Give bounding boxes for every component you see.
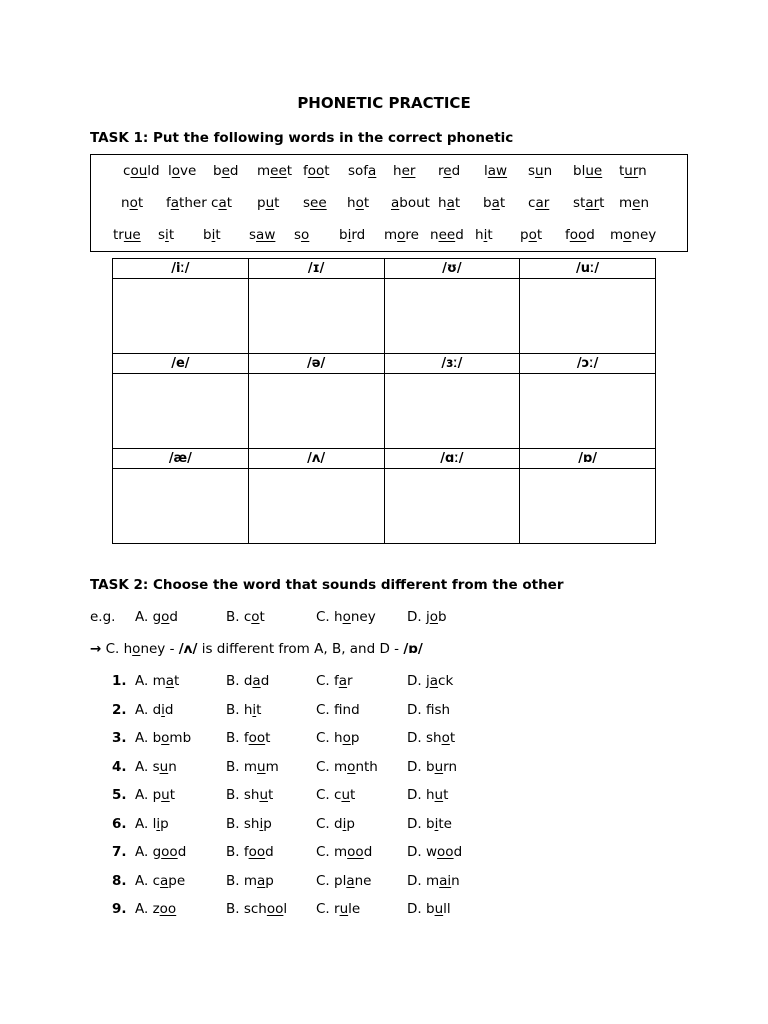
phonetic-answer-cell[interactable] xyxy=(248,279,384,354)
word-bank-word: father xyxy=(166,195,207,211)
word-bank-word: about xyxy=(391,195,430,211)
word-bank-word: could xyxy=(123,163,160,179)
question-option[interactable]: B. hit xyxy=(226,701,262,718)
word-bank-word: turn xyxy=(619,163,647,179)
phonetic-header-cell: /iː/ xyxy=(113,259,249,279)
word-bank-word: meet xyxy=(257,163,293,179)
example-option: D. job xyxy=(407,609,447,625)
word-bank-word: need xyxy=(430,227,464,243)
word-bank-word: hat xyxy=(438,195,461,211)
word-bank-word: car xyxy=(528,195,550,211)
question-option[interactable]: A. sun xyxy=(135,758,177,775)
question-number: 6. xyxy=(112,815,127,832)
question-option[interactable]: B. foot xyxy=(226,730,271,746)
phonetic-header-cell: /ʊ/ xyxy=(384,259,520,279)
word-bank-word: more xyxy=(384,227,419,243)
example-label: e.g. xyxy=(90,609,116,625)
example-option: B. cot xyxy=(226,609,265,625)
question-option[interactable]: C. hop xyxy=(316,730,360,746)
question-option[interactable]: D. jack xyxy=(407,673,454,689)
word-bank-word: hit xyxy=(475,227,493,243)
question-option[interactable]: C. mood xyxy=(316,844,373,860)
phonetic-answer-cell[interactable] xyxy=(520,469,656,544)
word-bank-word: bat xyxy=(483,195,506,211)
question-option[interactable]: D. fsh xyxy=(407,701,451,718)
question-option[interactable]: A. good xyxy=(135,844,187,860)
example-option: A. god xyxy=(135,609,178,625)
question-option[interactable]: C. rule xyxy=(316,901,361,917)
question-option[interactable]: B. dad xyxy=(226,673,270,689)
question-number: 1. xyxy=(112,673,127,689)
arrow-right-icon: → xyxy=(90,641,102,657)
word-bank-word: cat xyxy=(211,195,233,211)
example-option: C. honey xyxy=(316,609,376,625)
word-bank-word: not xyxy=(121,195,144,211)
question-number: 8. xyxy=(112,872,127,889)
word-bank-word: sit xyxy=(158,227,175,243)
phonetic-header-cell: /ɒ/ xyxy=(520,449,656,469)
question-option[interactable]: A. bomb xyxy=(135,730,192,746)
task2-heading: TASK 2: Choose the word that sounds different from the other xyxy=(90,577,564,593)
question-option[interactable]: C. dip xyxy=(316,815,355,832)
word-bank-word: bit xyxy=(203,227,221,243)
word-bank-word: bird xyxy=(339,227,366,243)
word-bank-word: sofa xyxy=(348,163,377,179)
question-option[interactable]: B. map xyxy=(226,872,274,889)
phonetic-header-cell: /ɜː/ xyxy=(384,354,520,374)
question-option[interactable]: D. hut xyxy=(407,787,449,803)
phonetic-header-cell: /ɔː/ xyxy=(520,354,656,374)
phonetic-answer-cell[interactable] xyxy=(248,469,384,544)
phonetic-header-cell: /ɪ/ xyxy=(248,259,384,279)
page-title: PHONETIC PRACTICE xyxy=(297,94,471,112)
question-option[interactable]: A. mat xyxy=(135,673,180,689)
phonetic-header-cell: /e/ xyxy=(113,354,249,374)
phonetic-header-cell: /uː/ xyxy=(520,259,656,279)
phonetic-answer-cell[interactable] xyxy=(113,279,249,354)
task1-heading: TASK 1: Put the following words in the correct phonetic xyxy=(90,130,514,146)
word-bank-word: foot xyxy=(303,163,330,179)
phonetic-answer-cell[interactable] xyxy=(384,279,520,354)
word-bank-word: money xyxy=(610,227,657,243)
phonetic-answer-cell[interactable] xyxy=(113,374,249,449)
question-option[interactable]: B. school xyxy=(226,901,288,917)
question-option[interactable]: D. main xyxy=(407,872,460,889)
question-option[interactable]: A. did xyxy=(135,701,174,718)
phonetic-table xyxy=(112,258,656,544)
question-option[interactable]: B. ship xyxy=(226,815,272,832)
question-option[interactable]: C. far xyxy=(316,673,353,689)
word-bank-word: love xyxy=(168,163,197,179)
word-bank-word: bed xyxy=(213,163,239,179)
question-option[interactable]: C. cut xyxy=(316,787,356,803)
word-bank-word: true xyxy=(113,227,141,243)
word-bank-word: so xyxy=(294,227,310,243)
phonetic-answer-cell[interactable] xyxy=(248,374,384,449)
word-bank-word: pot xyxy=(520,227,543,243)
phonetic-answer-cell[interactable] xyxy=(384,374,520,449)
question-option[interactable]: A. zoo xyxy=(135,901,177,917)
word-bank-word: law xyxy=(484,163,508,179)
question-number: 9. xyxy=(112,901,127,917)
question-option[interactable]: B. food xyxy=(226,844,274,860)
word-bank-word: sun xyxy=(528,163,553,179)
question-number: 7. xyxy=(112,844,127,860)
question-number: 2. xyxy=(112,701,127,718)
question-option[interactable]: D. burn xyxy=(407,758,457,775)
question-option[interactable]: D. bull xyxy=(407,901,451,917)
phonetic-header-cell: /ə/ xyxy=(248,354,384,374)
word-bank-word: red xyxy=(438,163,461,179)
example-answer: → C. honey - /ʌ/ is different from A, B, and D - /ɒ/ xyxy=(90,641,423,657)
word-bank-word: men xyxy=(619,195,650,211)
word-bank-box xyxy=(90,154,688,252)
phonetic-header-cell: /ʌ/ xyxy=(248,449,384,469)
question-number: 4. xyxy=(112,758,127,775)
phonetic-answer-cell[interactable] xyxy=(520,374,656,449)
question-number: 5. xyxy=(112,787,127,803)
question-option[interactable]: B. mum xyxy=(226,758,279,775)
question-option[interactable]: A. lip xyxy=(135,815,169,832)
phonetic-answer-cell[interactable] xyxy=(520,279,656,354)
question-number: 3. xyxy=(112,730,127,746)
word-bank-word: put xyxy=(257,195,280,211)
question-option[interactable]: B. shut xyxy=(226,787,274,803)
question-option[interactable]: C. fnd xyxy=(316,701,360,718)
word-bank-word: see xyxy=(303,195,327,211)
question-option[interactable]: D. shot xyxy=(407,730,456,746)
word-bank-word: hot xyxy=(347,195,370,211)
question-option[interactable]: C. plane xyxy=(316,872,372,889)
question-option[interactable]: A. put xyxy=(135,787,176,803)
phonetic-header-cell: /ɑː/ xyxy=(384,449,520,469)
word-bank-word: blue xyxy=(573,163,603,179)
word-bank-word: saw xyxy=(249,227,276,243)
question-option[interactable]: D. wood xyxy=(407,844,463,860)
word-bank-word: food xyxy=(565,227,595,243)
question-option[interactable]: D. bite xyxy=(407,815,452,832)
question-option[interactable]: C. month xyxy=(316,758,378,775)
word-bank-word: her xyxy=(393,163,416,179)
phonetic-header-cell: /æ/ xyxy=(113,449,249,469)
phonetic-answer-cell[interactable] xyxy=(384,469,520,544)
phonetic-answer-cell[interactable] xyxy=(113,469,249,544)
word-bank-word: start xyxy=(573,195,605,211)
question-option[interactable]: A. cape xyxy=(135,872,186,889)
